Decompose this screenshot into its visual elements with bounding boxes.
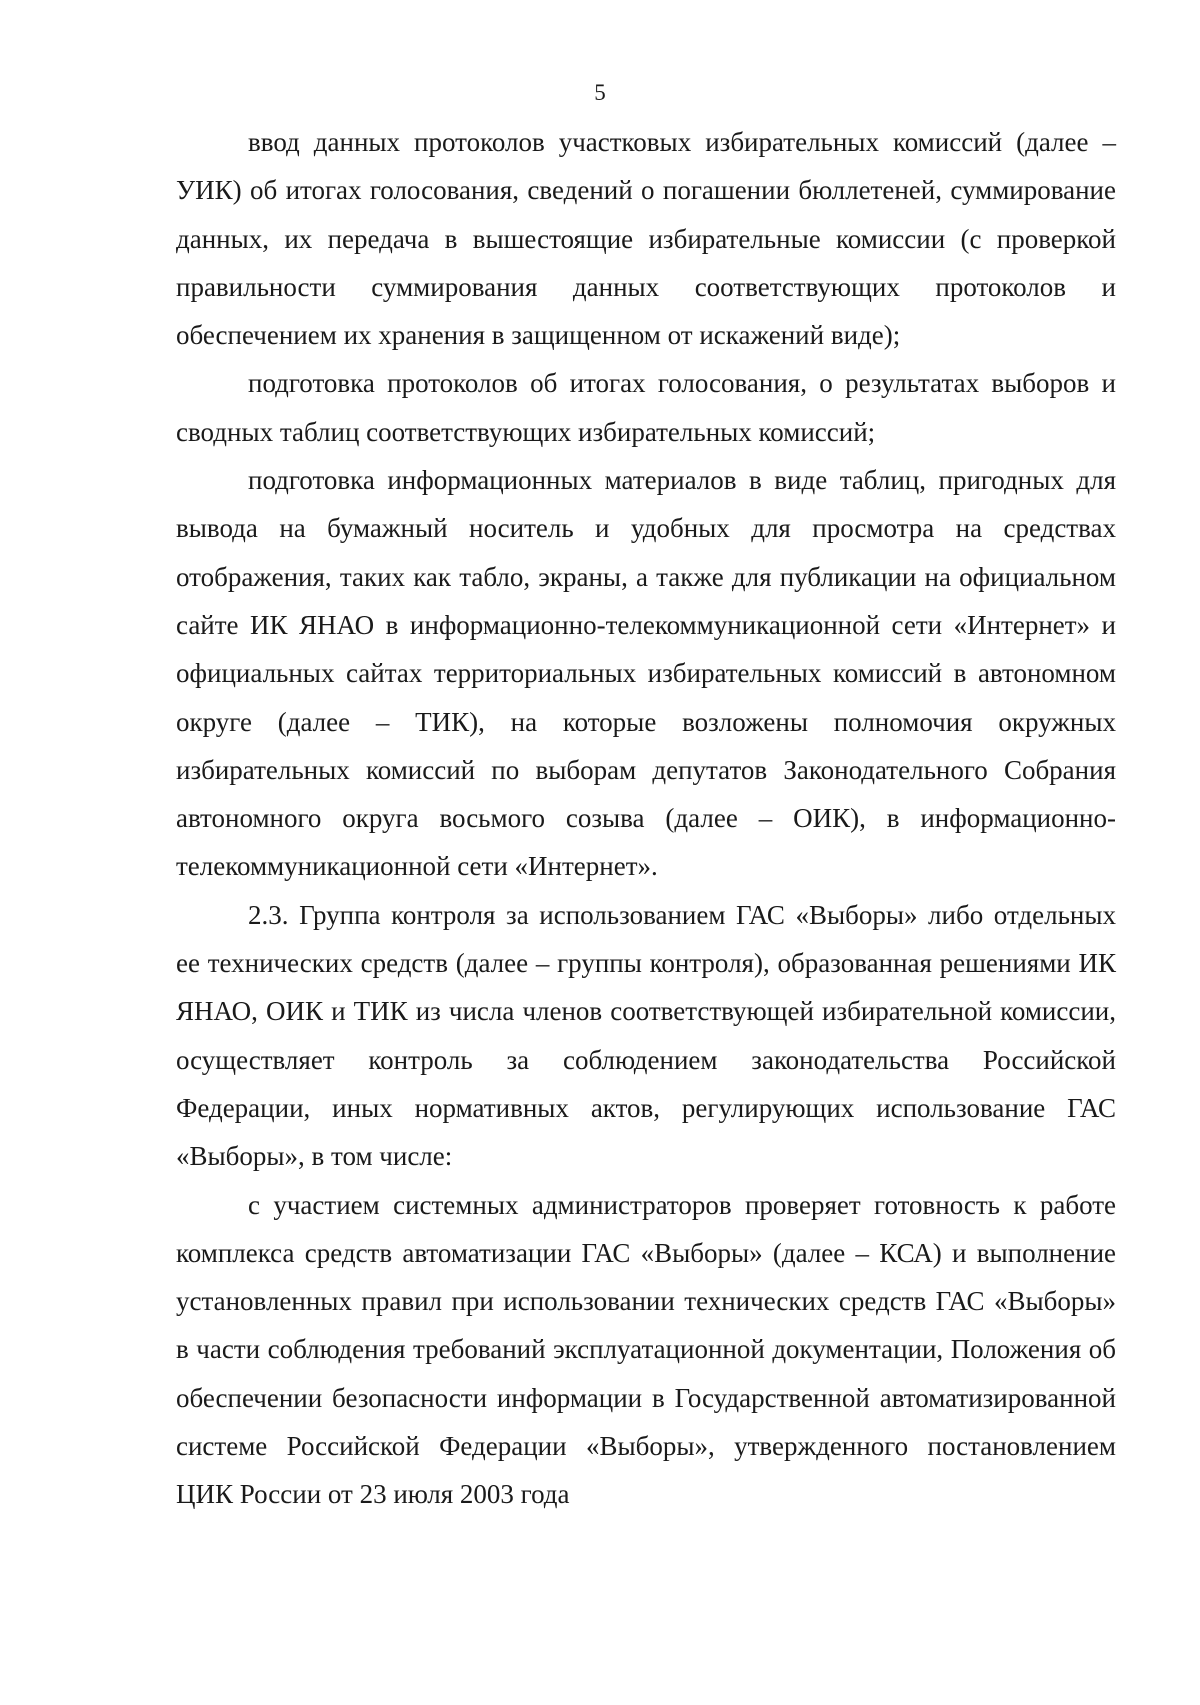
paragraph-protocol-preparation: подготовка протоколов об итогах голосования, о результатах выборов и сводных таблиц соответствующих избирательных комиссий; <box>176 368 1116 447</box>
paragraph-readiness-check: с участием системных администраторов проверяет готовность к работе комплекса средств автоматизации ГАС «Выборы» (далее – КСА) и выполнение установленных правил при использовании технических средств ГАС «Выборы» в части соблюдения требований эксплуатационной документации, Положения об обеспечении безопасности информации в Государственной автоматизированной системе Российской Федерации «Выборы», утвержденного постановлением ЦИК России от 23 июля 2003 года <box>176 1189 1116 1510</box>
paragraph-information-materials: подготовка информационных материалов в виде таблиц, пригодных для вывода на бумажный носитель и удобных для просмотра на средствах отображения, таких как табло, экраны, а также для публикации на официальном сайте ИК ЯНАО в информационно-телекоммуникационной сети «Интернет» и официальных сайтах территориальных избирательных комиссий в автономном округе (далее – ТИК), на которые возложены полномочия окружных избирательных комиссий по выборам депутатов Законодательного Собрания автономного округа восьмого созыва (далее – ОИК), в информационно-телекоммуникационной сети «Интернет». <box>176 465 1116 882</box>
paragraph-uik-data-entry: ввод данных протоколов участковых избирательных комиссий (далее – УИК) об итогах голосования, сведений о погашении бюллетеней, суммирование данных, их передача в вышестоящие избирательные комиссии (с проверкой правильности суммирования данных соответствующих протоколов и обеспечением их хранения в защищенном от искажений виде); <box>176 127 1116 351</box>
paragraph-control-group: 2.3. Группа контроля за использованием ГАС «Выборы» либо отдельных ее технических средств (далее – группы контроля), образованная решениями ИК ЯНАО, ОИК и ТИК из числа членов соответствующей избирательной комиссии, осуществляет контроль за соблюдением законодательства Российской Федерации, иных нормативных актов, регулирующих использование ГАС «Выборы», в том числе: <box>176 899 1116 1172</box>
page-number: 5 <box>594 80 606 105</box>
document-body <box>176 118 1116 1519</box>
